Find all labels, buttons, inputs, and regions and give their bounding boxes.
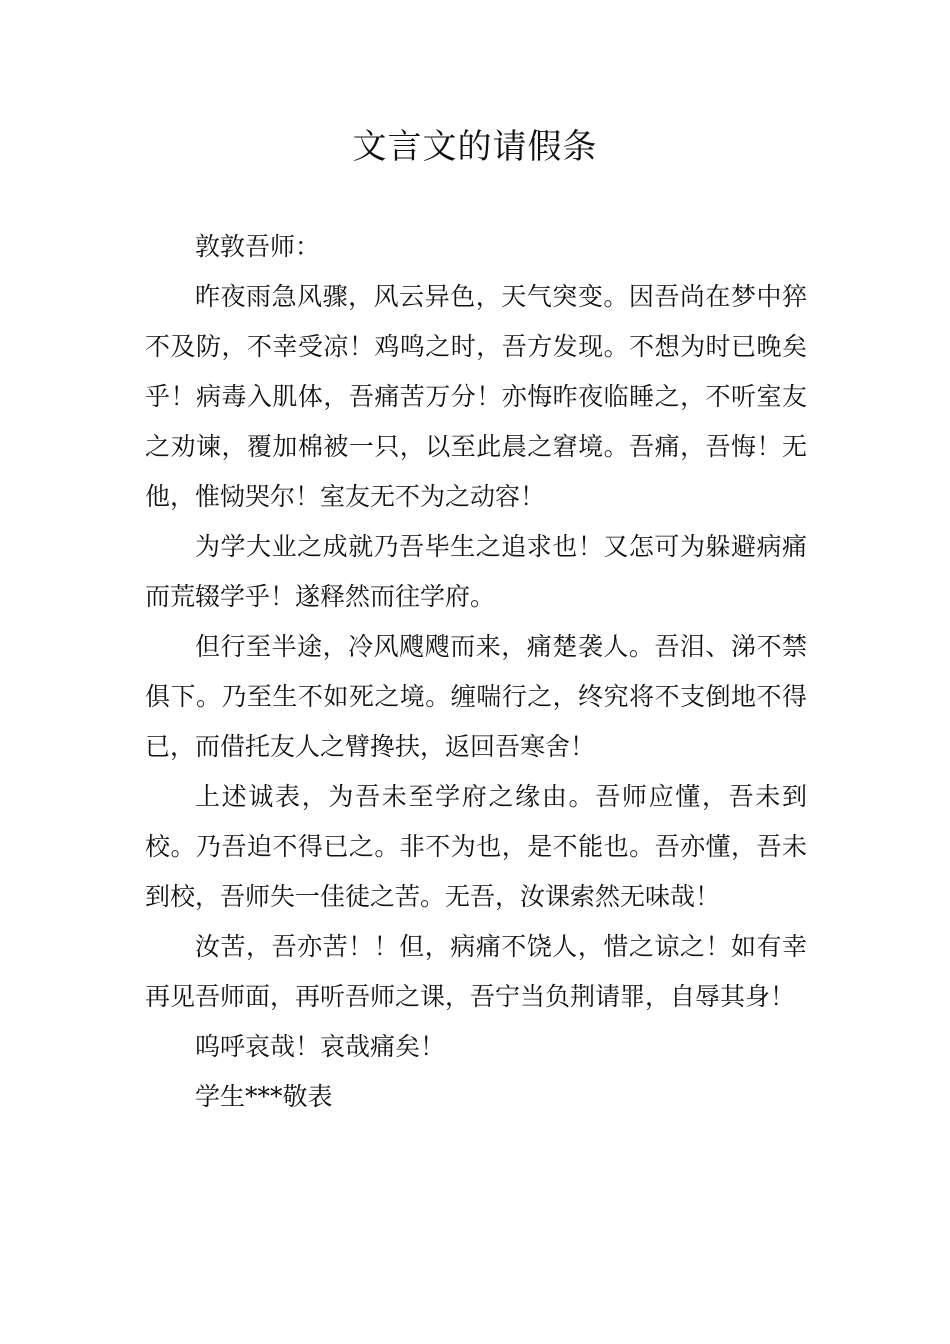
letter-body <box>145 222 807 1122</box>
salutation: 敦敦吾师： <box>195 232 321 261</box>
signature: 学生***敬表 <box>195 1082 333 1111</box>
paragraph: 为学大业之成就乃吾毕生之追求也！又怎可为躲避病痛而荒辍学乎！遂释然而往学府。 <box>145 532 807 611</box>
paragraph: 但行至半途，冷风飕飕而来，痛楚袭人。吾泪、涕不禁俱下。乃至生不如死之境。缠喘行之，终究将不支倒地不得已，而借托友人之臂搀扶，返回吾寒舍！ <box>145 632 807 761</box>
paragraph: 呜呼哀哉！哀哉痛矣！ <box>195 1032 446 1061</box>
paragraph: 上述诚表，为吾未至学府之缘由。吾师应懂，吾未到校。乃吾迫不得已之。非不为也，是不能也。吾亦懂，吾未到校，吾师失一佳徒之苦。无吾，汝课索然无味哉！ <box>145 782 807 911</box>
paragraph: 汝苦，吾亦苦！！但，病痛不饶人，惜之谅之！如有幸再见吾师面，再听吾师之课，吾宁当负荆请罪，自辱其身！ <box>145 932 807 1011</box>
paragraph: 昨夜雨急风骤，风云异色，天气突变。因吾尚在梦中猝不及防，不幸受凉！鸡鸣之时，吾方发现。不想为时已晚矣乎！病毒入肌体，吾痛苦万分！亦悔昨夜临睡之，不听室友之劝谏，覆加棉被一只，以至此晨之窘境。吾痛，吾悔！无他，惟恸哭尔！室友无不为之动容！ <box>145 282 807 511</box>
document-title: 文言文的请假条 <box>352 127 598 167</box>
